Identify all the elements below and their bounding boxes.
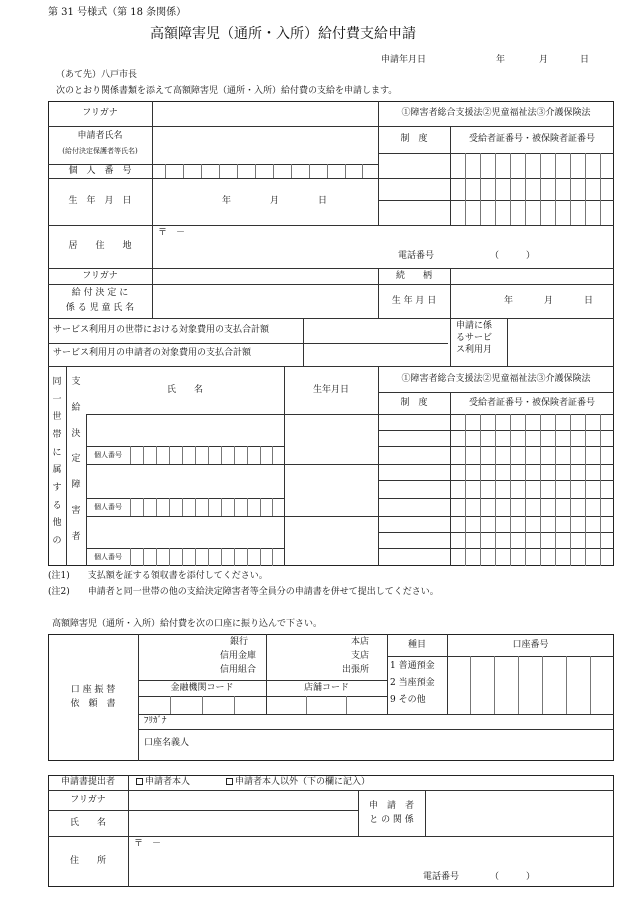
applicant-birth-month: 月 [270, 196, 280, 206]
household-outer-label: 同 一 世 帯 に 属 す る 他 の [52, 377, 62, 546]
account-holder-label: 口座名義人 [144, 738, 190, 748]
bank-request-label-1: 口 座 振 替 [70, 684, 116, 695]
application-date-day: 日 [580, 55, 590, 65]
form-number: 第 31 号様式（第 18 条関係） [48, 7, 187, 18]
other-checkbox[interactable] [226, 778, 233, 785]
account-holder-furigana-label: ﾌﾘｶﾞﾅ [144, 716, 167, 726]
self-checkbox[interactable] [136, 778, 143, 785]
child-birth-year: 年 [504, 296, 514, 306]
child-name-label-1: 給 付 決 定 に [71, 288, 129, 298]
applicant-birth-day: 日 [318, 196, 328, 206]
insurance-cert-header: 受給者証番号・被保険者証番号 [468, 134, 595, 144]
household-total-label: サービス利用月の世帯における対象費用の支払合計額 [53, 325, 270, 335]
submitter-relation-label-2: と の 関 係 [369, 814, 414, 825]
bank-request-label-2: 依 頼 書 [70, 698, 116, 709]
service-month-label-3: ス利用月 [456, 345, 493, 355]
household-birth-header: 生年月日 [312, 384, 349, 395]
branch-type-office: 出張所 [342, 665, 370, 675]
submitter-furigana-label: フリガナ [70, 794, 106, 805]
submitter-relation-label-1: 申 請 者 [368, 800, 414, 811]
form-title: 高額障害児（通所・入所）給付費支給申請 [150, 26, 416, 42]
applicant-total-label: サービス利用月の申請者の対象費用の支払合計額 [53, 348, 252, 358]
member2-personal-number-label: 個人番号 [94, 502, 122, 511]
submitter-option-other[interactable]: 申請者本人以外（下の欄に記入） [226, 778, 370, 787]
submitter-postal-mark: 〒 － [134, 839, 162, 849]
branch-type-main: 本店 [351, 637, 370, 647]
application-date-month: 月 [539, 55, 549, 65]
account-kind-header: 種目 [407, 639, 426, 650]
service-month-label-1: 申請に係 [456, 321, 493, 331]
application-date-label: 申請年月日 [381, 55, 427, 65]
child-furigana-label: フリガナ [82, 270, 118, 281]
household-inner-label: 支 給 決 定 障 害 者 [71, 377, 81, 542]
member3-personal-number-label: 個人番号 [94, 552, 122, 561]
service-month-label-2: るサービ [456, 333, 493, 343]
applicant-birth-label: 生 年 月 日 [68, 196, 132, 206]
account-kind-ordinary: 1 普通預金 [390, 661, 435, 671]
member-insurance-cert-header: 受給者証番号・被保険者証番号 [468, 397, 595, 408]
applicant-phone-label: 電話番号 [398, 251, 435, 261]
note-2: (注2) 申請者と同一世帯の他の支給決定障害者等全員分の申請書を併せて提出してください。 [48, 587, 439, 597]
applicant-name-note: (給付決定保護者等氏名) [62, 146, 138, 155]
submitter-form [48, 775, 614, 887]
applicant-furigana-label: フリガナ [82, 108, 118, 118]
applicant-birth-year: 年 [222, 196, 232, 206]
bank-code-label: 金融機関コード [170, 682, 234, 693]
account-kind-current: 2 当座預金 [390, 678, 435, 688]
applicant-name-label: 申請者氏名 [77, 130, 123, 141]
child-birth-label: 生 年 月 日 [391, 295, 437, 306]
branch-code-label: 店舗コード [303, 682, 349, 693]
submitter-phone-label: 電話番号 [423, 872, 460, 882]
application-date-year: 年 [496, 55, 506, 65]
branch-type-branch: 支店 [351, 651, 370, 661]
intro-text: 次のとおり関係書類を添えて高額障害児（通所・入所）給付費の支給を申請します。 [56, 86, 398, 96]
bank-type-kumiai: 信用組合 [220, 665, 257, 675]
child-relation-label: 続 柄 [395, 270, 432, 281]
applicant-personal-number-label: 個 人 番 号 [68, 165, 132, 176]
account-kind-other: 9 その他 [390, 695, 426, 705]
member-insurance-system-header: 制 度 [400, 397, 428, 408]
addressee: （あて先）八戸市長 [56, 70, 138, 80]
child-birth-day: 日 [584, 296, 594, 306]
submitter-name-label: 氏 名 [69, 817, 106, 828]
submitter-label: 申請書提出者 [60, 777, 115, 787]
applicant-postal-mark: 〒 － [158, 228, 186, 238]
child-birth-month: 月 [544, 296, 554, 306]
member-insurance-laws-header: ①障害者総合支援法②児童福祉法③介護保険法 [401, 373, 591, 384]
insurance-laws-header: ①障害者総合支援法②児童福祉法③介護保険法 [401, 108, 591, 118]
applicant-address-label: 居 住 地 [68, 241, 132, 251]
bank-type-shinkin: 信用金庫 [220, 651, 257, 661]
submitter-address-label: 住 所 [69, 856, 106, 866]
insurance-system-header: 制 度 [400, 134, 428, 144]
account-number-header: 口座番号 [512, 639, 549, 650]
child-name-label-2: 係 る 児 童 氏 名 [65, 303, 135, 313]
household-name-header: 氏 名 [166, 384, 203, 395]
bank-intro: 高額障害児（通所・入所）給付費を次の口座に振り込んで下さい。 [52, 619, 323, 629]
bank-type-bank: 銀行 [230, 637, 249, 647]
submitter-phone-paren: （ ） [490, 872, 536, 882]
member1-personal-number-label: 個人番号 [94, 450, 122, 459]
submitter-option-self[interactable]: 申請者本人 [136, 778, 190, 787]
note-1: (注1) 支払額を証する領収書を添付してください。 [48, 571, 268, 581]
applicant-phone-paren: （ ） [490, 251, 536, 261]
